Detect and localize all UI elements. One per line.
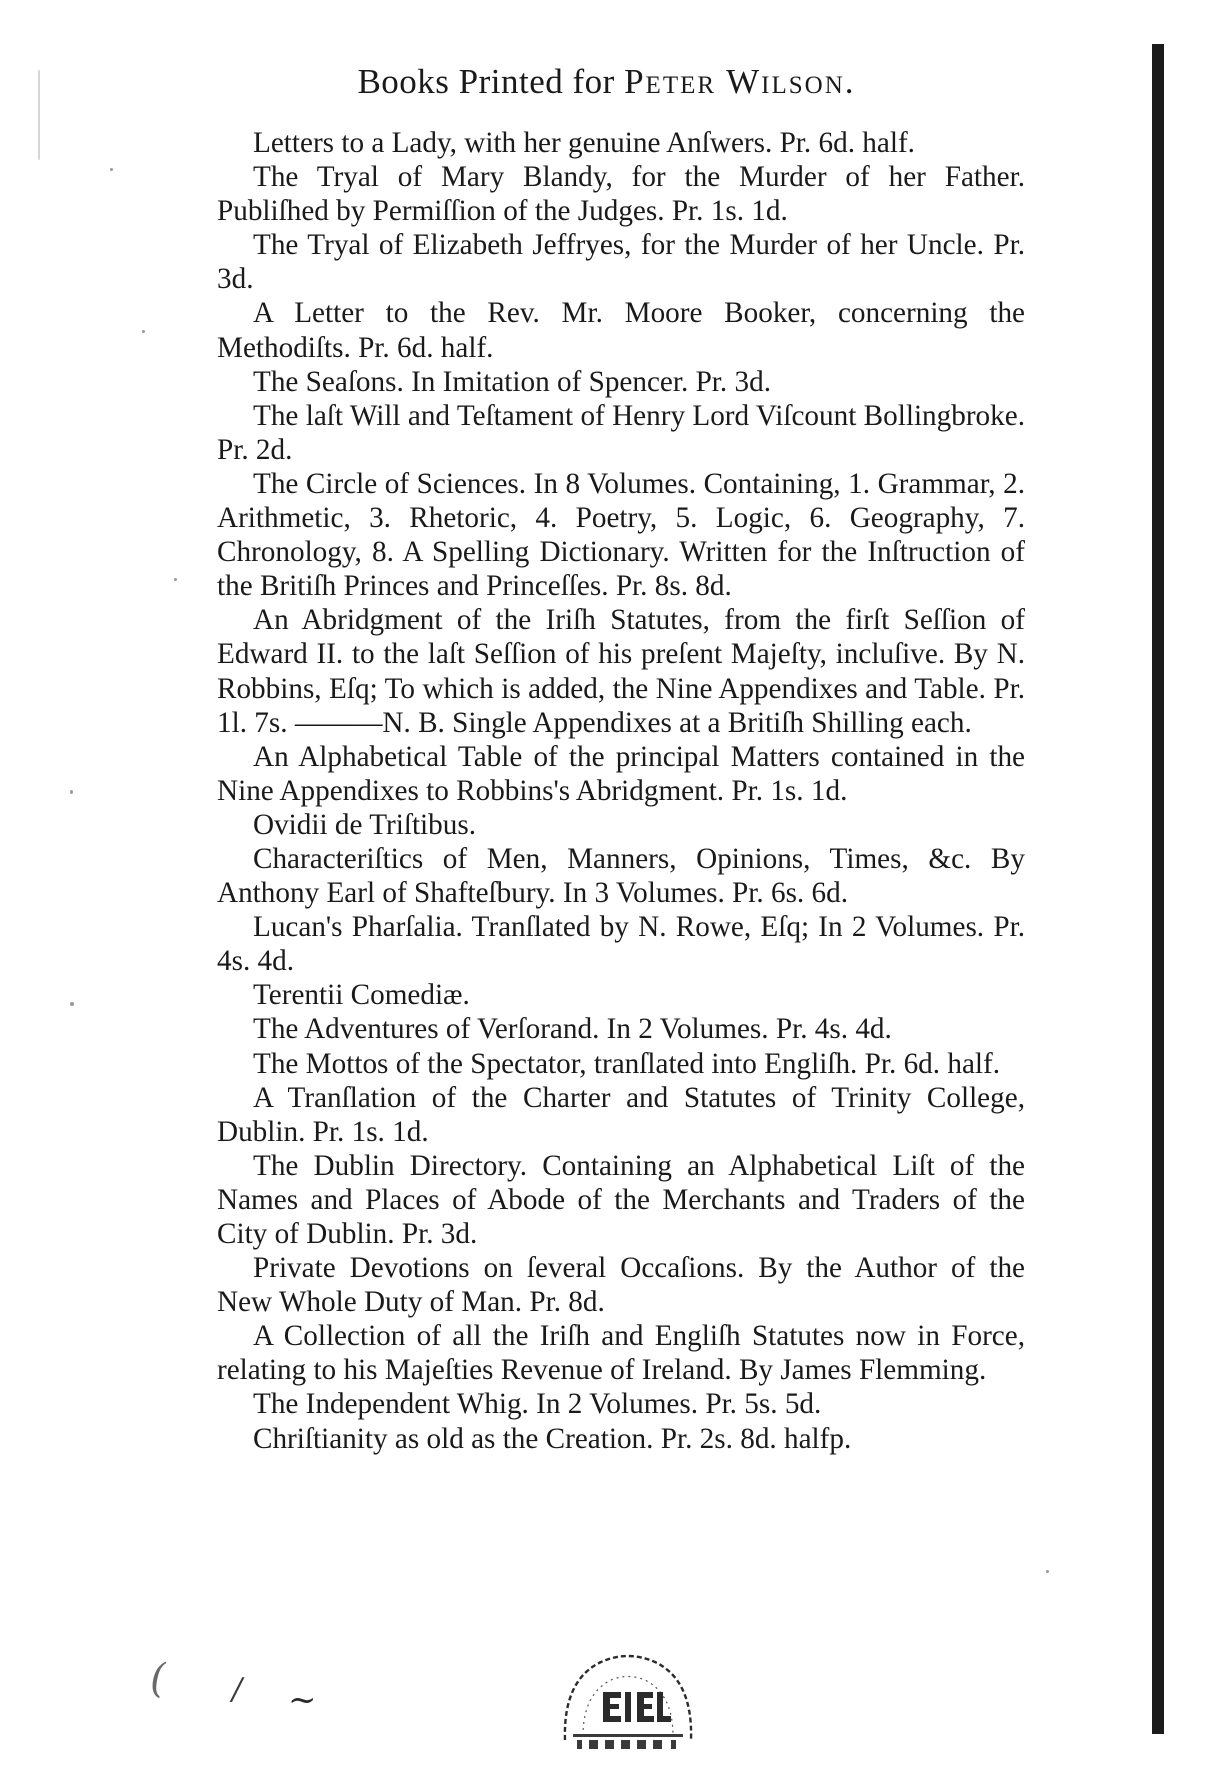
running-header	[0, 62, 1213, 102]
pencil-mark: (	[150, 1656, 166, 1702]
list-item: The Circle of Sciences. In 8 Volumes. Containing, 1. Grammar, 2. Arithmetic, 3. Rhetoric, 4. Poetry, 5. Logic, 6. Geography, 7. Chronology, 8. A Spelling Dictionary. Written for the Inſtruction of the Britiſh Princes and Princeſſes. Pr. 8s. 8d.	[217, 467, 1025, 603]
page-edge-shadow	[1152, 44, 1164, 1734]
list-item: Chriſtianity as old as the Creation. Pr. 2s. 8d. halfp.	[253, 1422, 852, 1455]
list-item: Letters to a Lady, with her genuine Anſwers. Pr. 6d. half.	[253, 127, 915, 159]
list-item: The Seaſons. In Imitation of Spencer. Pr. 3d.	[253, 365, 771, 398]
list-item: The Adventures of Verſorand. In 2 Volumes. Pr. 4s. 4d.	[253, 1013, 892, 1046]
library-stamp	[553, 1640, 703, 1750]
list-item: An Abridgment of the Iriſh Statutes, from the firſt Seſſion of Edward II. to the laſt Seſſion of his preſent Majeſty, incluſive. By N. Robbins, Eſq; To which is added, the Nine Appendixes and Table. Pr. 1l. 7s. ———N. B. Single Appendixes at a Britiſh Shilling each.	[217, 604, 1025, 739]
list-item: The Tryal of Mary Blandy, for the Murder of her Father. Publiſhed by Permiſſion of the Judges. Pr. 1s. 1d.	[217, 161, 1025, 228]
list-item: A Tranſlation of the Charter and Statutes of Trinity College, Dublin. Pr. 1s. 1d.	[217, 1081, 1025, 1148]
stamp-seal-icon	[553, 1640, 703, 1750]
list-item: The Tryal of Elizabeth Jeffryes, for the Murder of her Uncle. Pr. 3d.	[217, 229, 1025, 296]
header-publisher: Peter Wilson.	[624, 62, 856, 101]
pencil-mark: /	[232, 1672, 243, 1707]
book-list	[217, 126, 1025, 1456]
header-prefix: Books Printed for	[357, 62, 625, 101]
handwritten-mark: ~	[288, 1680, 317, 1720]
list-item: Ovidii de Triſtibus.	[253, 808, 477, 841]
list-item: Characteriſtics of Men, Manners, Opinions, Times, &c. By Anthony Earl of Shafteſbury. In 3 Volumes. Pr. 6s. 6d.	[217, 842, 1025, 910]
list-item: The Mottos of the Spectator, tranſlated into Engliſh. Pr. 6d. half.	[253, 1047, 1001, 1080]
list-item: The laſt Will and Teſtament of Henry Lord Viſcount Bollingbroke. Pr. 2d.	[217, 399, 1025, 466]
list-item: Terentii Comediæ.	[253, 979, 470, 1012]
list-item: Lucan's Pharſalia. Tranſlated by N. Rowe, Eſq; In 2 Volumes. Pr. 4s. 4d.	[217, 911, 1025, 978]
list-item: A Collection of all the Iriſh and Engliſh Statutes now in Force, relating to his Majeſties Revenue of Ireland. By James Flemming.	[217, 1320, 1025, 1387]
list-item: A Letter to the Rev. Mr. Moore Booker, concerning the Methodiſts. Pr. 6d. half.	[217, 297, 1025, 364]
list-item: An Alphabetical Table of the principal Matters contained in the Nine Appendixes to Robbins's Abridgment. Pr. 1s. 1d.	[217, 740, 1025, 807]
list-item: The Independent Whig. In 2 Volumes. Pr. 5s. 5d.	[253, 1388, 822, 1421]
list-item: Private Devotions on ſeveral Occaſions. By the Author of the New Whole Duty of Man. Pr. 8d.	[217, 1252, 1025, 1319]
list-item: The Dublin Directory. Containing an Alphabetical Liſt of the Names and Places of Abode of the Merchants and Traders of the City of Dublin. Pr. 3d.	[217, 1149, 1025, 1250]
